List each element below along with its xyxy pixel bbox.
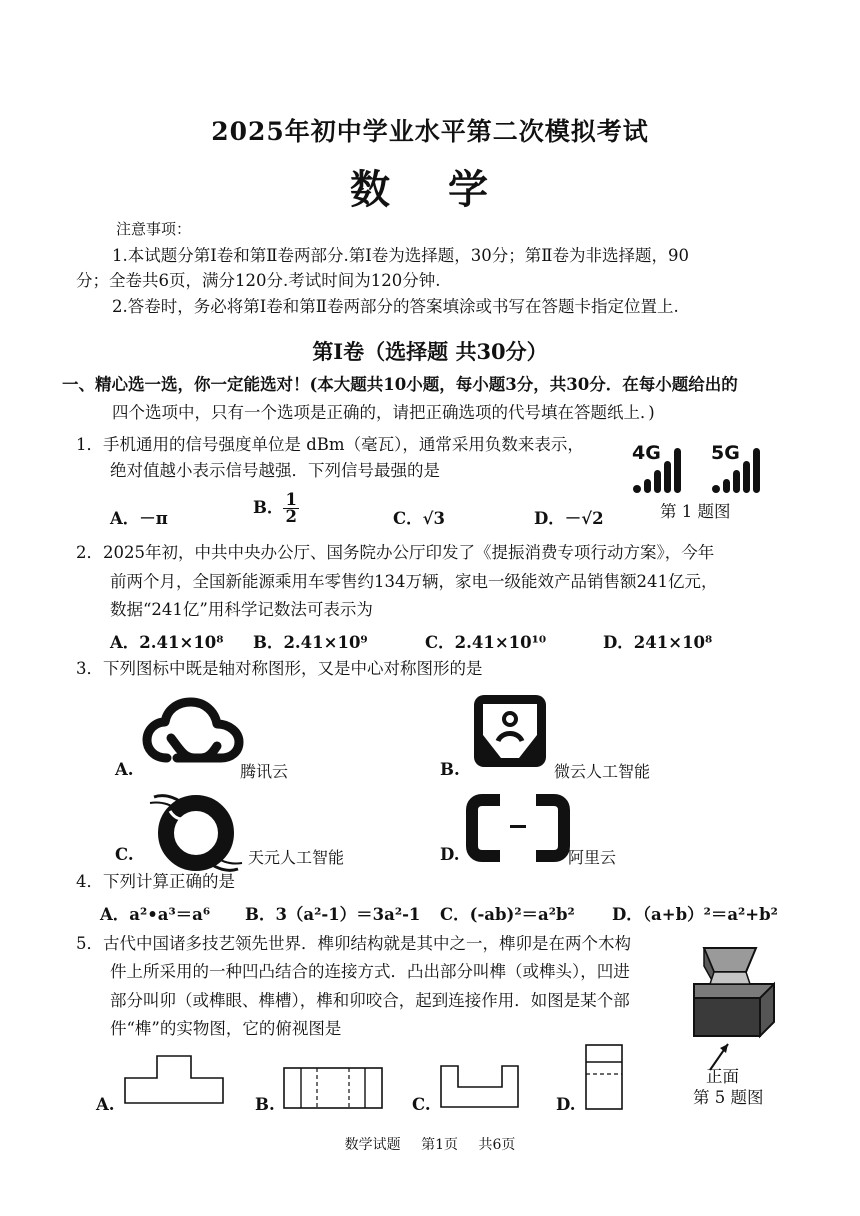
q1-option-a[interactable]: A．－π [110, 509, 168, 528]
q5-option-a[interactable]: A. [96, 1095, 115, 1114]
q1-figure-caption: 第 1 题图 [660, 502, 731, 521]
q4-stem: 4．下列计算正确的是 [76, 872, 235, 891]
q4-option-d[interactable]: D．（a+b）²＝a²+b² [612, 905, 778, 924]
q5-option-b-shape [283, 1067, 383, 1109]
q1-option-b-label: B． [253, 498, 284, 517]
alibaba-cloud-logo-icon [470, 796, 566, 860]
signal-5g-label: 5G [711, 442, 740, 464]
section-instruction-1: 一、精心选一选，你一定能选对！(本大题共10小题，每小题3分，共30分．在每小题给出的 [62, 375, 738, 394]
page-footer [0, 1134, 860, 1154]
exam-subject: 数 学 [350, 166, 510, 213]
q5-figure-caption: 第 5 题图 [693, 1088, 764, 1107]
footer-page: 第1页 [421, 1137, 458, 1153]
q5-stem-line-4: 件“榫”的实物图，它的俯视图是 [110, 1019, 342, 1038]
q3-option-c-name: 天元人工智能 [248, 848, 345, 867]
q3-option-a-name: 腾讯云 [240, 762, 289, 781]
q5-option-b[interactable]: B. [255, 1095, 275, 1114]
q3-option-d-name: 阿里云 [568, 848, 617, 867]
q1-option-b-fraction [283, 492, 298, 525]
q5-option-d[interactable]: D. [556, 1095, 576, 1114]
footer-subject: 数学试题 [344, 1137, 401, 1153]
q4-option-a[interactable]: A．a²•a³＝a⁶ [100, 905, 211, 924]
q3-option-b[interactable]: B. [440, 760, 460, 779]
q5-stem-line-2: 件上所采用的一种凹凸结合的连接方式．凸出部分叫榫（或榫头），凹进 [110, 962, 630, 981]
section-title: 第Ⅰ卷（选择题 共30分） [312, 339, 548, 364]
q2-option-b[interactable]: B．2.41×10⁹ [253, 633, 368, 652]
notice-line-1a: 1.本试题分第Ⅰ卷和第Ⅱ卷两部分.第Ⅰ卷为选择题，30分；第Ⅱ卷为非选择题，90 [112, 246, 689, 265]
q2-stem-line-2: 前两个月，全国新能源乘用车零售约134万辆，家电一级能效产品销售额241亿元， [110, 572, 718, 591]
q1-option-b[interactable] [253, 492, 299, 525]
q2-option-d[interactable]: D．241×10⁸ [603, 633, 713, 652]
q3-option-d[interactable]: D. [440, 845, 460, 864]
q5-option-c[interactable]: C. [412, 1095, 431, 1114]
exam-title: 2025年初中学业水平第二次模拟考试 [211, 117, 649, 146]
q3-option-a[interactable]: A. [115, 760, 134, 779]
fraction-numerator: 1 [285, 490, 297, 509]
q3-option-c[interactable]: C. [115, 845, 134, 864]
q3-stem: 3．下列图标中既是轴对称图形，又是中心对称图形的是 [76, 659, 483, 678]
tenon-object-figure [690, 944, 780, 1044]
signal-strength-icon [630, 440, 780, 500]
q2-option-c[interactable]: C．2.41×10¹⁰ [425, 633, 547, 652]
fraction-denominator: 2 [285, 507, 297, 526]
q2-option-a[interactable]: A．2.41×10⁸ [110, 633, 224, 652]
q1-option-d[interactable]: D．－√2 [534, 509, 604, 528]
q1-option-c[interactable]: C．√3 [393, 509, 445, 528]
footer-total: 共6页 [478, 1137, 516, 1153]
q5-option-a-shape [124, 1055, 224, 1105]
q2-stem-line-1: 2．2025年初，中共中央办公厅、国务院办公厅印发了《提振消费专项行动方案》，今年 [76, 543, 715, 562]
signal-4g-label: 4G [632, 442, 661, 464]
q4-option-c[interactable]: C．(-ab)²＝a²b² [440, 905, 575, 924]
q3-option-b-name: 微云人工智能 [554, 762, 651, 781]
q1-stem-line-1: 1．手机通用的信号强度单位是 dBm（毫瓦），通常采用负数来表示， [76, 435, 584, 454]
notice-line-1b: 分；全卷共6页，满分120分.考试时间为120分钟. [76, 271, 441, 290]
tencent-cloud-logo-icon [143, 700, 243, 768]
q5-stem-line-3: 部分叫卯（或榫眼、榫槽），榫和卯咬合，起到连接作用．如图是某个部 [110, 991, 630, 1010]
notice-line-2: 2.答卷时，务必将第Ⅰ卷和第Ⅱ卷两部分的答案填涂或书写在答题卡指定位置上. [112, 297, 679, 316]
q5-option-d-shape [585, 1044, 625, 1110]
q1-stem-line-2: 绝对值越小表示信号越强．下列信号最强的是 [110, 461, 440, 480]
q5-front-label: 正面 [706, 1067, 739, 1086]
section-instruction-2: 四个选项中，只有一个选项是正确的，请把正确选项的代号填在答题纸上．) [112, 403, 655, 422]
q5-stem-line-1: 5．古代中国诸多技艺领先世界．榫卯结构就是其中之一，榫卯是在两个木构 [76, 934, 631, 953]
tianyuan-ai-logo-icon [146, 793, 246, 873]
q4-option-b[interactable]: B．3（a²-1）＝3a²-1 [245, 905, 421, 924]
notice-heading: 注意事项： [116, 220, 192, 238]
weiyun-ai-logo-icon [474, 695, 548, 769]
q5-option-c-shape [440, 1065, 520, 1109]
q2-stem-line-3: 数据“241亿”用科学记数法可表示为 [110, 600, 373, 619]
